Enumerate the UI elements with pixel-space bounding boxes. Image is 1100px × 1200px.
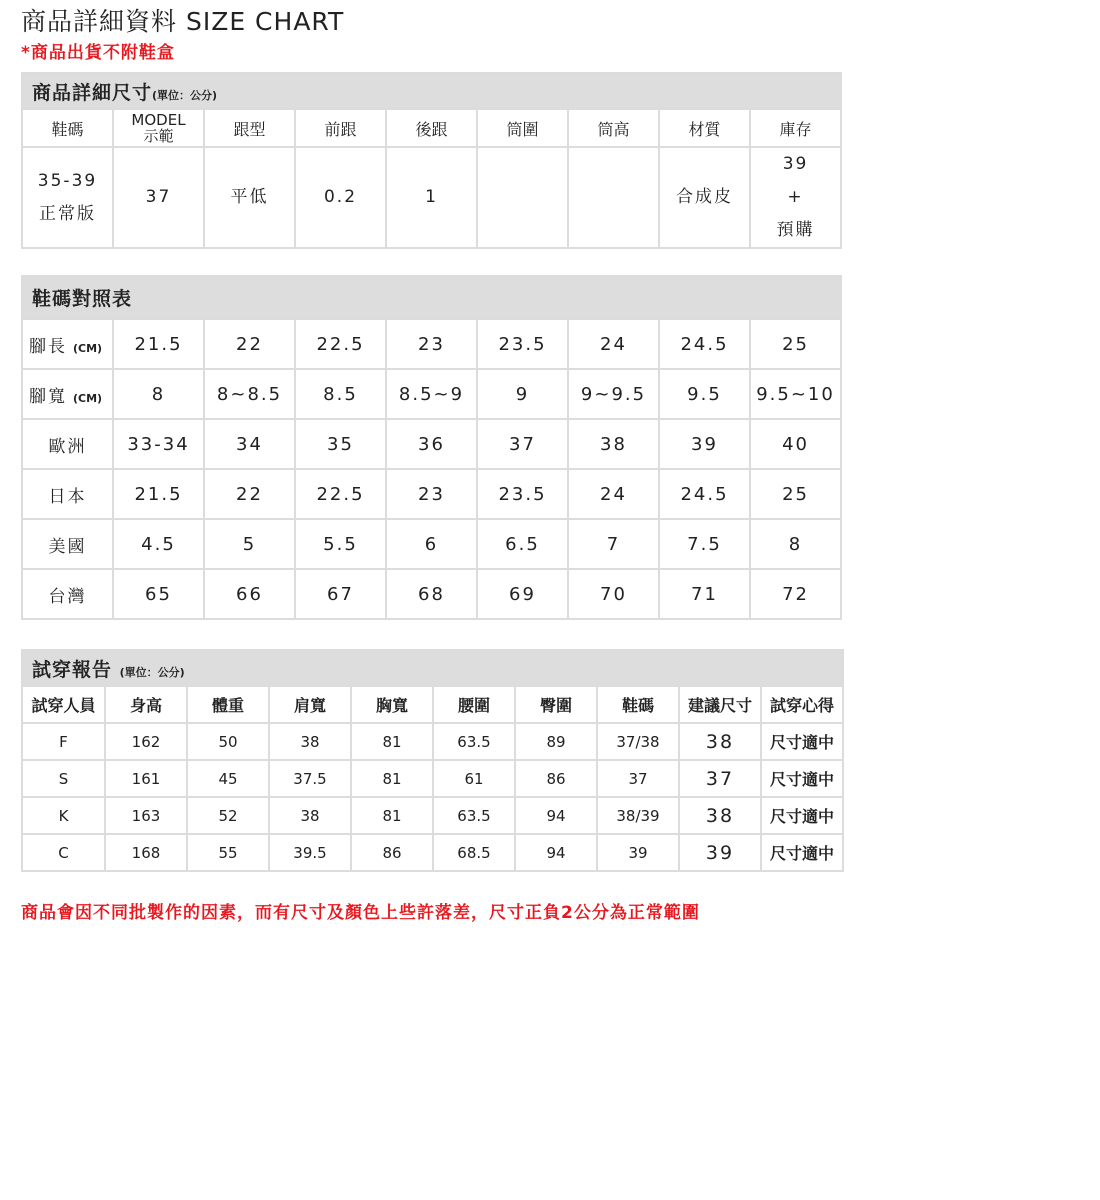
- conversion-cell: 23.5: [477, 319, 568, 369]
- cell-back-heel: 1: [386, 147, 477, 248]
- detail-table-header-row: [22, 109, 841, 147]
- conversion-row-label: 日本: [22, 469, 113, 519]
- size-conversion-table: [21, 275, 842, 620]
- conversion-row: [22, 569, 841, 619]
- suggested-size-cell: 37: [679, 760, 761, 797]
- fitting-cell: 163: [105, 797, 187, 834]
- conversion-cell: 69: [477, 569, 568, 619]
- conversion-cell: 24.5: [659, 469, 750, 519]
- fitting-cell: 94: [515, 834, 597, 871]
- conversion-cell: 34: [204, 419, 295, 469]
- fitting-header-cell: 試穿人員: [22, 686, 105, 723]
- conversion-row: [22, 519, 841, 569]
- fitting-cell: 38/39: [597, 797, 679, 834]
- fitting-cell: 39.5: [269, 834, 351, 871]
- conversion-cell: 9: [477, 369, 568, 419]
- fitting-cell: 37.5: [269, 760, 351, 797]
- header-heel-type: 跟型: [204, 109, 295, 147]
- detail-table-title: 商品詳細尺寸(單位：公分): [22, 73, 841, 109]
- fitting-cell: 81: [351, 797, 433, 834]
- conversion-cell: 6.5: [477, 519, 568, 569]
- conversion-cell: 70: [568, 569, 659, 619]
- conversion-cell: 37: [477, 419, 568, 469]
- conversion-cell: 24: [568, 469, 659, 519]
- fitting-cell: 81: [351, 760, 433, 797]
- fitting-cell: C: [22, 834, 105, 871]
- fitting-cell: 55: [187, 834, 269, 871]
- fitting-header-cell: 臀圍: [515, 686, 597, 723]
- fitting-cell: S: [22, 760, 105, 797]
- fit-feedback-cell: 尺寸適中: [761, 760, 843, 797]
- fitting-cell: 89: [515, 723, 597, 760]
- header-shaft-height: 筒高: [568, 109, 659, 147]
- conversion-cell: 7.5: [659, 519, 750, 569]
- fit-feedback-cell: 尺寸適中: [761, 834, 843, 871]
- fitting-cell: 37: [597, 760, 679, 797]
- conversion-cell: 24: [568, 319, 659, 369]
- cell-shaft-height: [568, 147, 659, 248]
- conversion-cell: 7: [568, 519, 659, 569]
- fitting-cell: 168: [105, 834, 187, 871]
- fitting-cell: K: [22, 797, 105, 834]
- fitting-cell: 37/38: [597, 723, 679, 760]
- conversion-row-label: 腳長 (CM): [22, 319, 113, 369]
- fitting-row: [22, 760, 843, 797]
- fitting-cell: 63.5: [433, 797, 515, 834]
- fitting-header-cell: 建議尺寸: [679, 686, 761, 723]
- fitting-cell: F: [22, 723, 105, 760]
- conversion-cell: 68: [386, 569, 477, 619]
- conversion-cell: 5.5: [295, 519, 386, 569]
- fitting-cell: 94: [515, 797, 597, 834]
- fitting-header-cell: 試穿心得: [761, 686, 843, 723]
- no-shoebox-notice: *商品出貨不附鞋盒: [21, 43, 175, 63]
- conversion-row-label: 台灣: [22, 569, 113, 619]
- fitting-header-row: [22, 686, 843, 723]
- conversion-cell: 6: [386, 519, 477, 569]
- detail-size-table: [21, 72, 842, 249]
- conversion-cell: 71: [659, 569, 750, 619]
- fitting-row: [22, 723, 843, 760]
- fitting-cell: 39: [597, 834, 679, 871]
- fitting-table-unit: (單位：公分): [119, 665, 185, 679]
- fitting-table-title: 試穿報告 (單位：公分): [22, 650, 843, 686]
- fitting-cell: 45: [187, 760, 269, 797]
- cell-size: 35-39 正常版: [22, 147, 113, 248]
- conversion-cell: 8.5~9: [386, 369, 477, 419]
- header-back-heel: 後跟: [386, 109, 477, 147]
- conversion-cell: 33-34: [113, 419, 204, 469]
- conversion-cell: 22: [204, 469, 295, 519]
- conversion-cell: 21.5: [113, 319, 204, 369]
- size-tolerance-note: 商品會因不同批製作的因素，而有尺寸及顏色上些許落差，尺寸正負2公分為正常範圍: [21, 903, 700, 923]
- page-title: 商品詳細資料 SIZE CHART: [21, 7, 345, 36]
- cell-stock: 39 + 預購: [750, 147, 841, 248]
- conversion-cell: 25: [750, 469, 841, 519]
- conversion-row-label: 歐洲: [22, 419, 113, 469]
- conversion-row: [22, 369, 841, 419]
- fitting-cell: 52: [187, 797, 269, 834]
- fitting-row: [22, 797, 843, 834]
- suggested-size-cell: 38: [679, 797, 761, 834]
- header-shaft-circumference: 筒圍: [477, 109, 568, 147]
- cell-front-heel: 0.2: [295, 147, 386, 248]
- fit-feedback-cell: 尺寸適中: [761, 723, 843, 760]
- fitting-cell: 162: [105, 723, 187, 760]
- conversion-cell: 22.5: [295, 319, 386, 369]
- suggested-size-cell: 38: [679, 723, 761, 760]
- header-size: 鞋碼: [22, 109, 113, 147]
- fitting-header-cell: 肩寬: [269, 686, 351, 723]
- conversion-cell: 40: [750, 419, 841, 469]
- conversion-cell: 36: [386, 419, 477, 469]
- conversion-cell: 22.5: [295, 469, 386, 519]
- conversion-cell: 22: [204, 319, 295, 369]
- fitting-cell: 68.5: [433, 834, 515, 871]
- fitting-cell: 38: [269, 797, 351, 834]
- conversion-cell: 39: [659, 419, 750, 469]
- fitting-header-cell: 胸寬: [351, 686, 433, 723]
- conversion-cell: 24.5: [659, 319, 750, 369]
- fitting-row: [22, 834, 843, 871]
- fitting-cell: 86: [351, 834, 433, 871]
- conversion-cell: 21.5: [113, 469, 204, 519]
- fitting-header-cell: 腰圍: [433, 686, 515, 723]
- conversion-cell: 66: [204, 569, 295, 619]
- fitting-cell: 50: [187, 723, 269, 760]
- conversion-cell: 9.5: [659, 369, 750, 419]
- header-model: MODEL 示範: [113, 109, 204, 147]
- conversion-cell: 9.5~10: [750, 369, 841, 419]
- fitting-report-table: [21, 649, 844, 872]
- cm-unit-label: (CM): [73, 341, 103, 355]
- fitting-header-cell: 體重: [187, 686, 269, 723]
- fitting-cell: 86: [515, 760, 597, 797]
- cell-heel-type: 平低: [204, 147, 295, 248]
- conversion-cell: 4.5: [113, 519, 204, 569]
- conversion-cell: 8.5: [295, 369, 386, 419]
- conversion-cell: 25: [750, 319, 841, 369]
- fitting-cell: 61: [433, 760, 515, 797]
- conversion-row-label: 美國: [22, 519, 113, 569]
- conversion-table-title: 鞋碼對照表: [22, 276, 841, 319]
- cell-model: 37: [113, 147, 204, 248]
- conversion-row: [22, 319, 841, 369]
- header-front-heel: 前跟: [295, 109, 386, 147]
- conversion-cell: 72: [750, 569, 841, 619]
- fit-feedback-cell: 尺寸適中: [761, 797, 843, 834]
- detail-table-row: [22, 147, 841, 248]
- conversion-cell: 35: [295, 419, 386, 469]
- conversion-cell: 8: [113, 369, 204, 419]
- conversion-cell: 67: [295, 569, 386, 619]
- conversion-cell: 5: [204, 519, 295, 569]
- conversion-row: [22, 419, 841, 469]
- conversion-cell: 23: [386, 469, 477, 519]
- conversion-cell: 38: [568, 419, 659, 469]
- cell-shaft-circumference: [477, 147, 568, 248]
- conversion-cell: 8~8.5: [204, 369, 295, 419]
- conversion-cell: 23.5: [477, 469, 568, 519]
- conversion-row-label: 腳寬 (CM): [22, 369, 113, 419]
- header-stock: 庫存: [750, 109, 841, 147]
- conversion-row: [22, 469, 841, 519]
- conversion-cell: 65: [113, 569, 204, 619]
- conversion-cell: 8: [750, 519, 841, 569]
- conversion-cell: 9~9.5: [568, 369, 659, 419]
- cm-unit-label: (CM): [73, 391, 103, 405]
- fitting-cell: 81: [351, 723, 433, 760]
- fitting-header-cell: 鞋碼: [597, 686, 679, 723]
- cell-material: 合成皮: [659, 147, 750, 248]
- fitting-cell: 63.5: [433, 723, 515, 760]
- detail-table-unit: (單位：公分): [152, 88, 218, 102]
- conversion-cell: 23: [386, 319, 477, 369]
- fitting-cell: 161: [105, 760, 187, 797]
- header-material: 材質: [659, 109, 750, 147]
- suggested-size-cell: 39: [679, 834, 761, 871]
- fitting-header-cell: 身高: [105, 686, 187, 723]
- fitting-cell: 38: [269, 723, 351, 760]
